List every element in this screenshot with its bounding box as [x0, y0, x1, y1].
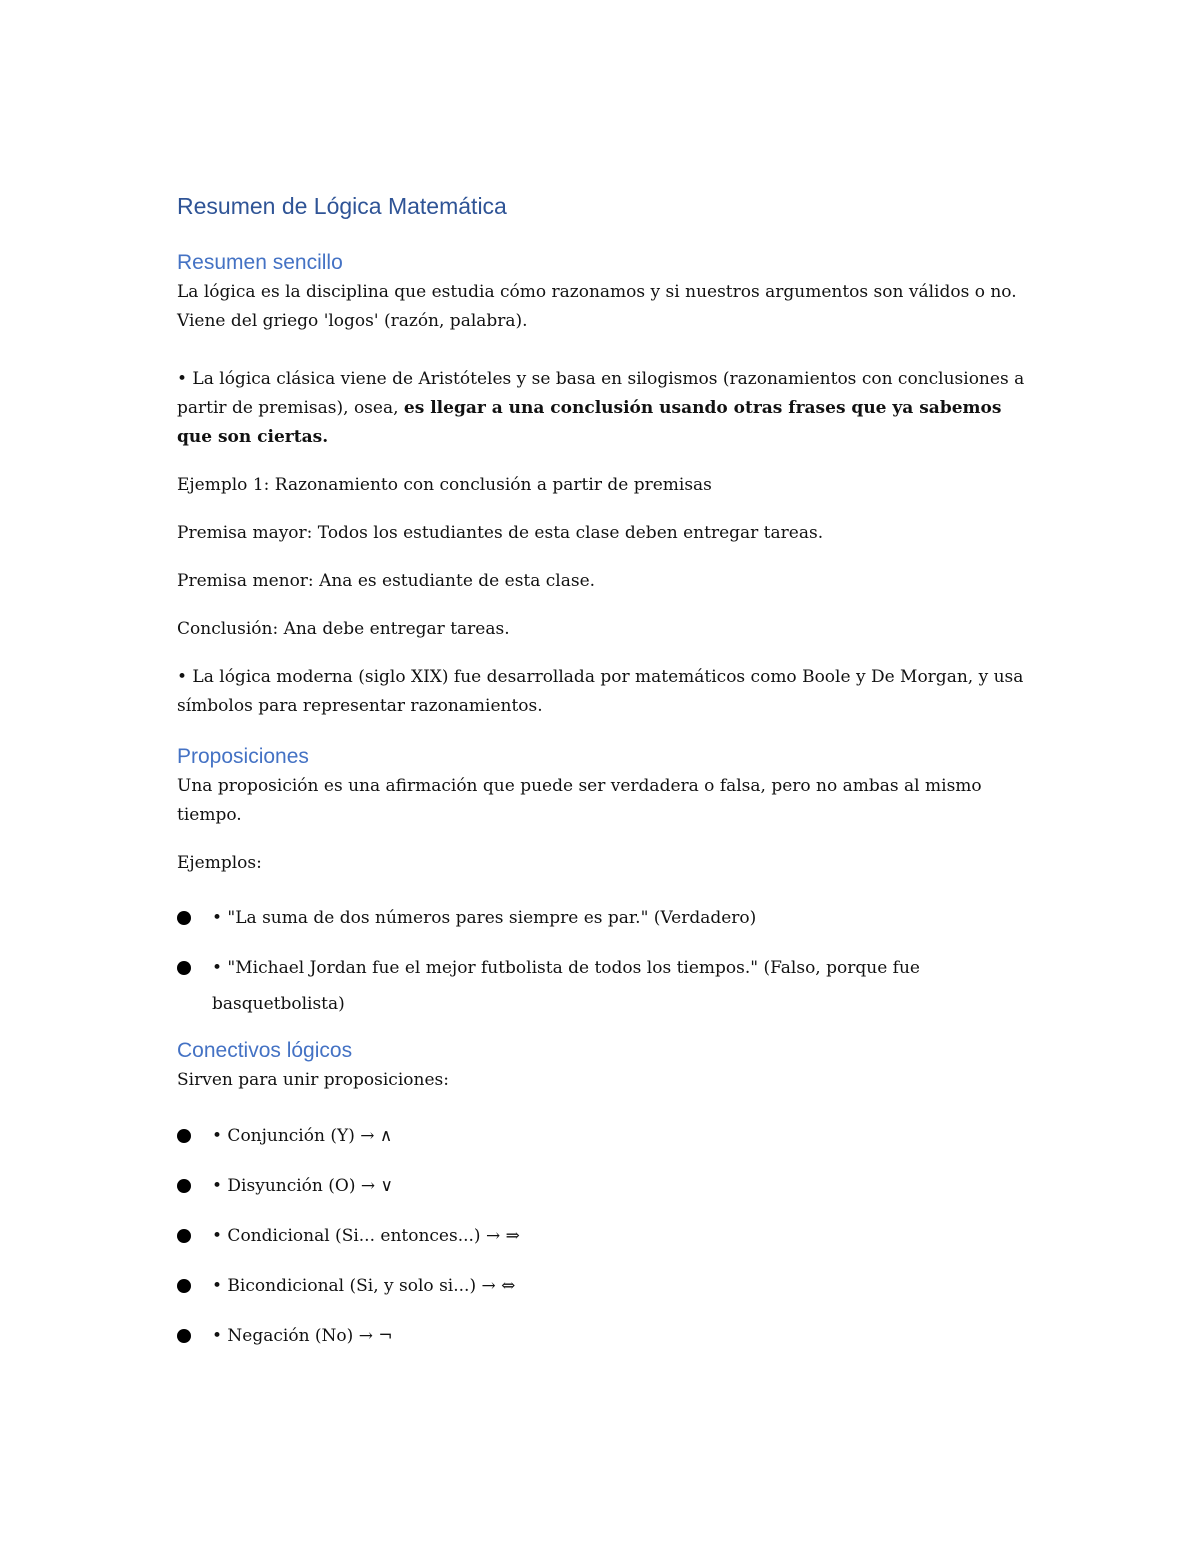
- connective-text: • Negación (No) → ¬: [212, 1326, 393, 1346]
- paragraph-premise-minor: Premisa menor: Ana es estudiante de esta clase.: [177, 571, 596, 591]
- paragraph-premise-major: Premisa mayor: Todos los estudiantes de esta clase deben entregar tareas.: [177, 523, 824, 543]
- heading-resumen-sencillo: Resumen sencillo: [177, 251, 343, 274]
- document-page: [177, 190, 1027, 1368]
- classical-logic-text: • La lógica clásica viene de Aristóteles y se basa en silogismos (razonamientos con conclusiones a partir de premisas), osea,: [177, 369, 1025, 418]
- bullet-icon: [177, 1279, 191, 1293]
- bullet-icon: [177, 1129, 191, 1143]
- list-item: [177, 950, 1027, 1022]
- paragraph-proposition-definition: Una proposición es una afirmación que puede ser verdadera o falsa, pero no ambas al mismo tiempo.: [177, 776, 982, 825]
- bullet-icon: [177, 1229, 191, 1243]
- paragraph-conclusion: Conclusión: Ana debe entregar tareas.: [177, 619, 510, 639]
- list-item: [177, 1118, 1027, 1154]
- list-item: [177, 900, 1027, 936]
- list-item: [177, 1218, 1027, 1254]
- connective-text: • Disyunción (O) → ∨: [212, 1176, 393, 1196]
- paragraph-example-title: Ejemplo 1: Razonamiento con conclusión a partir de premisas: [177, 475, 712, 495]
- paragraph-modern-logic: • La lógica moderna (siglo XIX) fue desarrollada por matemáticos como Boole y De Morgan, y usa símbolos para representar razonamientos.: [177, 667, 1024, 716]
- list-item: [177, 1168, 1027, 1204]
- connective-text: • Conjunción (Y) → ∧: [212, 1126, 393, 1146]
- examples-list: [177, 900, 1027, 1022]
- list-item: [177, 1268, 1027, 1304]
- classical-logic-bold-text: es llegar a una conclusión usando otras frases que ya sabemos que son ciertas.: [177, 398, 1002, 447]
- bullet-icon: [177, 1179, 191, 1193]
- paragraph-examples-label: Ejemplos:: [177, 853, 262, 873]
- connective-text: • Bicondicional (Si, y solo si...) → ⇔: [212, 1276, 516, 1296]
- heading-proposiciones: Proposiciones: [177, 745, 309, 768]
- bullet-icon: [177, 961, 191, 975]
- connective-text: • Condicional (Si... entonces...) → ⇒: [212, 1226, 520, 1246]
- document-title: Resumen de Lógica Matemática: [177, 193, 507, 219]
- paragraph-classical-logic: [177, 365, 1027, 452]
- example-text: • "Michael Jordan fue el mejor futbolista de todos los tiempos." (Falso, porque fue basquetbolista): [212, 958, 920, 1014]
- bullet-icon: [177, 1329, 191, 1343]
- paragraph-connectives-intro: Sirven para unir proposiciones:: [177, 1070, 449, 1090]
- list-item: [177, 1318, 1027, 1354]
- example-text: • "La suma de dos números pares siempre es par." (Verdadero): [212, 908, 757, 928]
- bullet-icon: [177, 911, 191, 925]
- connectives-list: [177, 1118, 1027, 1354]
- paragraph-intro: La lógica es la disciplina que estudia cómo razonamos y si nuestros argumentos son válidos o no. Viene del griego 'logos' (razón, palabra).: [177, 282, 1017, 331]
- heading-conectivos-logicos: Conectivos lógicos: [177, 1039, 353, 1062]
